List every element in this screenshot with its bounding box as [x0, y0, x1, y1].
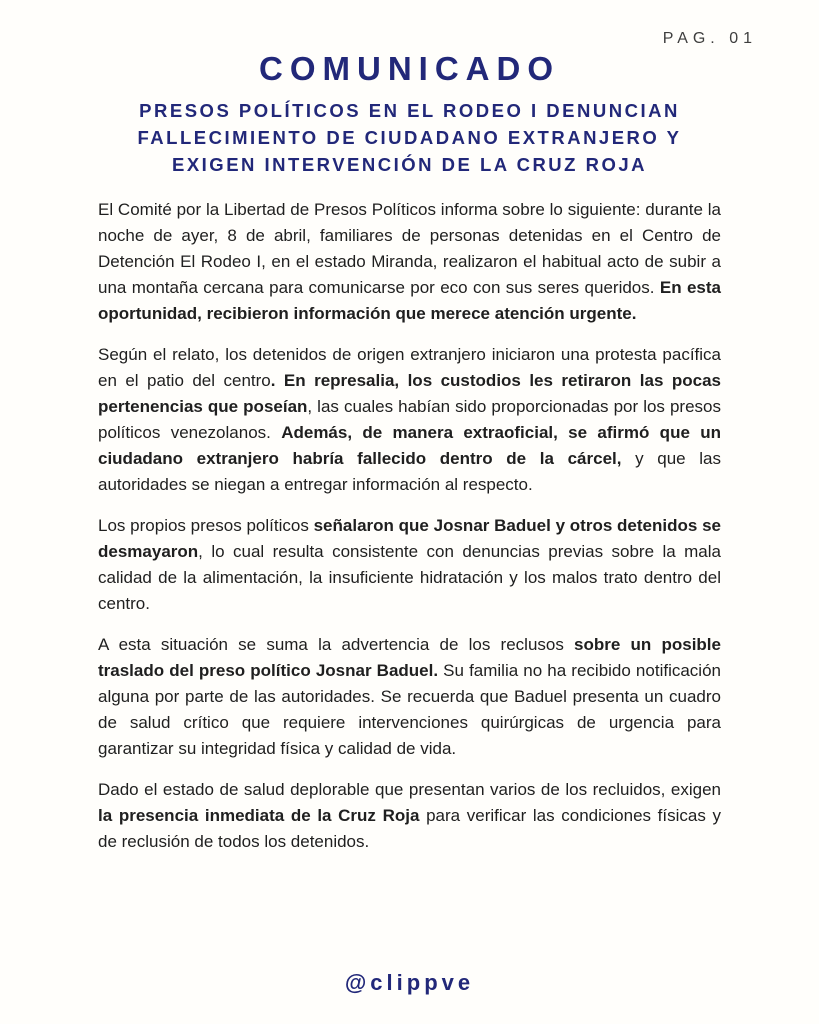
text-run: Dado el estado de salud deplorable que presentan varios de los recluidos, exigen	[98, 780, 721, 799]
text-run-bold: . En represalia, los custodios les retiraron las pocas pertenencias que poseían	[98, 371, 721, 416]
paragraph-2	[98, 342, 721, 498]
body-content	[98, 197, 721, 855]
text-run-bold: Además, de manera extraoficial, se afirmó que un ciudadano extranjero habría fallecido dentro de la cárcel,	[98, 423, 721, 468]
text-run: Los propios presos políticos	[98, 516, 314, 535]
text-run: y que las autoridades se niegan a entregar información al respecto.	[98, 449, 721, 494]
text-run-bold: la presencia inmediata de la Cruz Roja	[98, 806, 420, 825]
text-run-bold: sobre un posible traslado del preso político Josnar Baduel.	[98, 635, 721, 680]
text-run: Según el relato, los detenidos de origen extranjero iniciaron una protesta pacífica en el patio del centro	[98, 345, 721, 390]
paragraph-3	[98, 513, 721, 617]
page-subtitle	[0, 97, 819, 178]
subtitle-line-1: PRESOS POLÍTICOS EN EL RODEO I DENUNCIAN	[139, 100, 680, 121]
subtitle-line-2: FALLECIMIENTO DE CIUDADANO EXTRANJERO Y	[137, 127, 682, 148]
paragraph-4	[98, 632, 721, 762]
text-run: para verificar las condiciones físicas y de reclusión de todos los detenidos.	[98, 806, 722, 851]
text-run: , lo cual resulta consistente con denuncias previas sobre la mala calidad de la alimentación, la insuficiente hidratación y los malos trato dentro del centro.	[98, 542, 721, 613]
subtitle-line-3: EXIGEN INTERVENCIÓN DE LA CRUZ ROJA	[171, 154, 647, 175]
page-title: COMUNICADO	[259, 50, 560, 87]
text-run: , las cuales habían sido proporcionadas por los presos políticos venezolanos.	[98, 397, 721, 442]
text-run-bold: señalaron que Josnar Baduel y otros detenidos se desmayaron	[98, 516, 722, 561]
text-run: A esta situación se suma la advertencia de los reclusos	[98, 635, 575, 654]
paragraph-1	[98, 197, 721, 327]
social-handle: @clippve	[344, 970, 475, 995]
paragraph-5	[98, 777, 721, 855]
text-run-bold: En esta oportunidad, recibieron información que merece atención urgente.	[98, 278, 721, 323]
text-run: Su familia no ha recibido notificación alguna por parte de las autoridades. Se recuerda que Baduel presenta un cuadro de salud crítico que requiere intervenciones quirúrgicas de urgencia para garantizar su integridad física y calidad de vida.	[98, 661, 721, 758]
text-run: El Comité por la Libertad de Presos Políticos informa sobre lo siguiente: durante la noche de ayer, 8 de abril, familiares de personas detenidas en el Centro de Detención El Rodeo I, en el estado Miranda, realizaron el habitual acto de subir a una montaña cercana para comunicarse por eco con sus seres queridos.	[98, 200, 721, 297]
page-number: PAG. 01	[662, 30, 757, 47]
